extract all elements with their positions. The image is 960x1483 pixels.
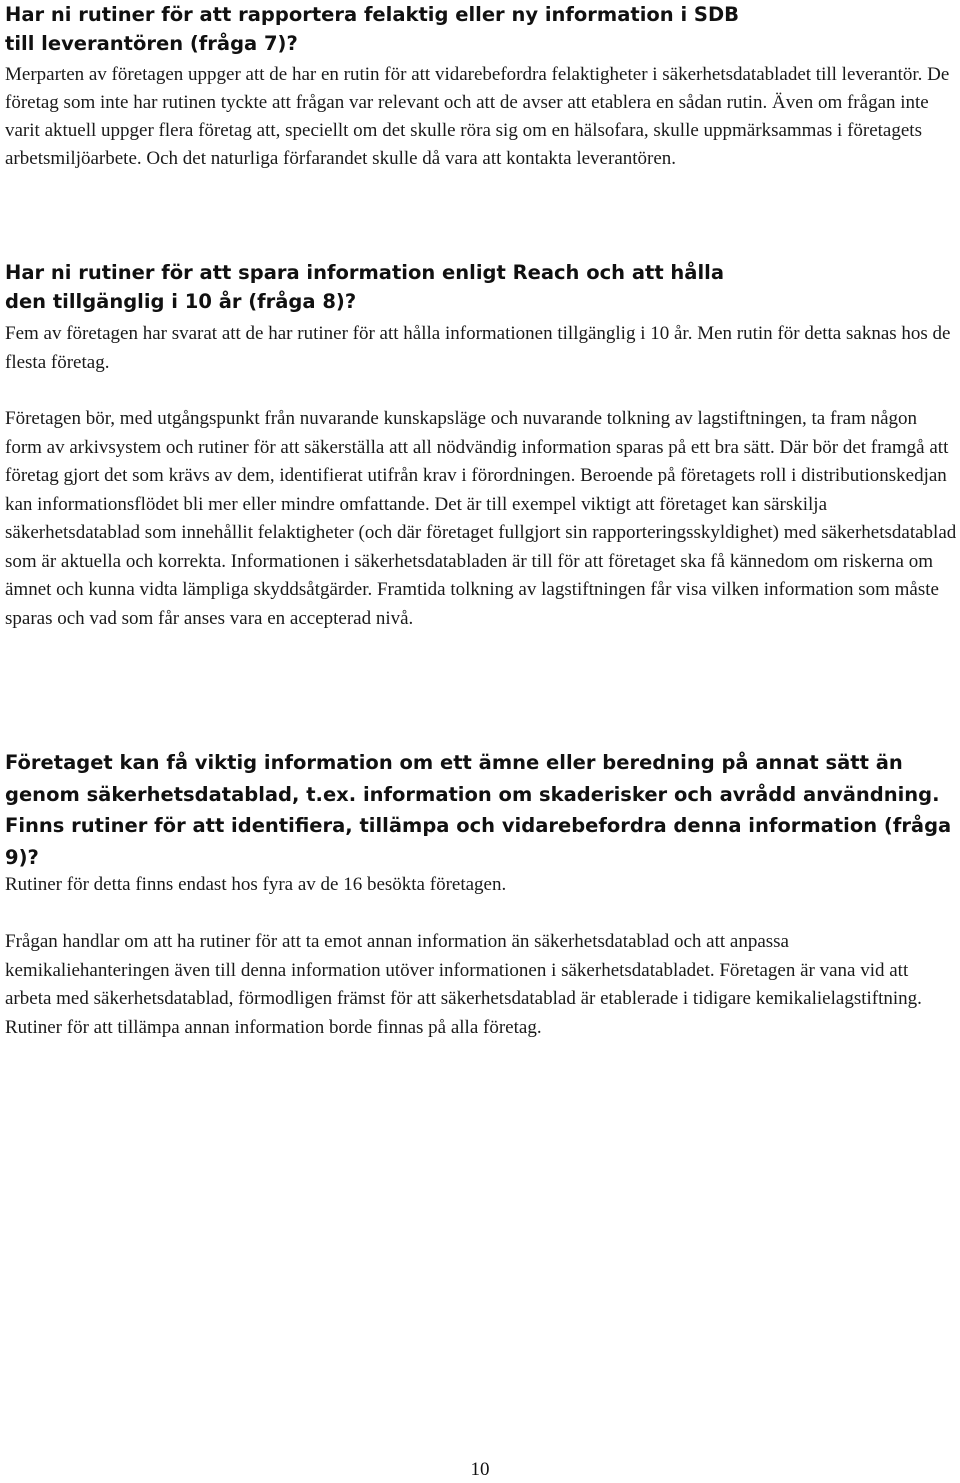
section-heading-question-7: Har ni rutiner för att rapportera felaktig eller ny information i SDB till leverantören (fråga 7)? (5, 3, 740, 55)
section-heading-question-9: Företaget kan få viktig information om ett ämne eller beredning på annat sätt än genom säkerhetsdatablad, t.ex. information om skaderisker och avrådd användning. Finns rutiner för att identifiera, tillämpa och vidarebefordra denna information (fråga 9)? (5, 751, 952, 869)
paragraph-question-8-answer: Fem av företagen har svarat att de har rutiner för att hålla informationen tillgänglig i 10 år. Men rutin för detta saknas hos de flesta företag. (5, 323, 951, 373)
page-number: 10 (470, 1459, 490, 1480)
section-heading-question-8: Har ni rutiner för att spara information enligt Reach och att hålla den tillgänglig i 10 år (fråga 8)? (5, 261, 724, 313)
paragraph-question-7-answer: Merparten av företagen uppger att de har en rutin för att vidarebefordra felaktigheter i säkerhetsdatabladet till leverantör. De företag som inte har rutinen tyckte att frågan var relevant och att de avser att etablera en sådan rutin. Även om frågan inte varit aktuell uppger flera företag att, speciellt om det skulle röra sig om en hälsofara, skulle uppmärksammas i företagets arbetsmiljöarbete. Och det naturliga förfarandet skulle då vara att kontakta leverantören. (5, 64, 950, 169)
paragraph-question-9-answer: Rutiner för detta finns endast hos fyra av de 16 besökta företagen. (5, 874, 507, 895)
paragraph-question-9-discussion: Frågan handlar om att ha rutiner för att ta emot annan information än säkerhetsdatablad och att anpassa kemikaliehanteringen även till denna information utöver informationen i säkerhetsdatabladet. Företagen är vana vid att arbeta med säkerhetsdatablad, förmodligen främst för att säkerhetsdatablad är etablerade i tidigare kemikalielagstiftning. Rutiner för att tillämpa annan information borde finnas på alla företag. (5, 931, 922, 1038)
paragraph-question-8-discussion: Företagen bör, med utgångspunkt från nuvarande kunskapsläge och nuvarande tolkning av lagstiftningen, ta fram någon form av arkivsystem och rutiner för att säkerställa att all nödvändig information sparas på ett bra sätt. Där bör det framgå att företag gjort det som krävs av dem, identifierat utifrån krav i förordningen. Beroende på företagets roll i distributionskedjan kan informationsflödet bli mer eller mindre omfattande. Det är till exempel viktigt att företaget kan särskilja säkerhetsdatablad som innehållit felaktigheter (och där företaget fullgjort sin rapporteringsskyldighet) med säkerhetsdatablad som är aktuella och korrekta. Informationen i säkerhetsdatabladen är till för att företaget ska få kännedom om riskerna om ämnet och kunna vidta lämpliga skyddsåtgärder. Framtida tolkning av lagstiftningen får visa vilken information som måste sparas och vad som får anses vara en accepterad nivå. (5, 408, 957, 629)
